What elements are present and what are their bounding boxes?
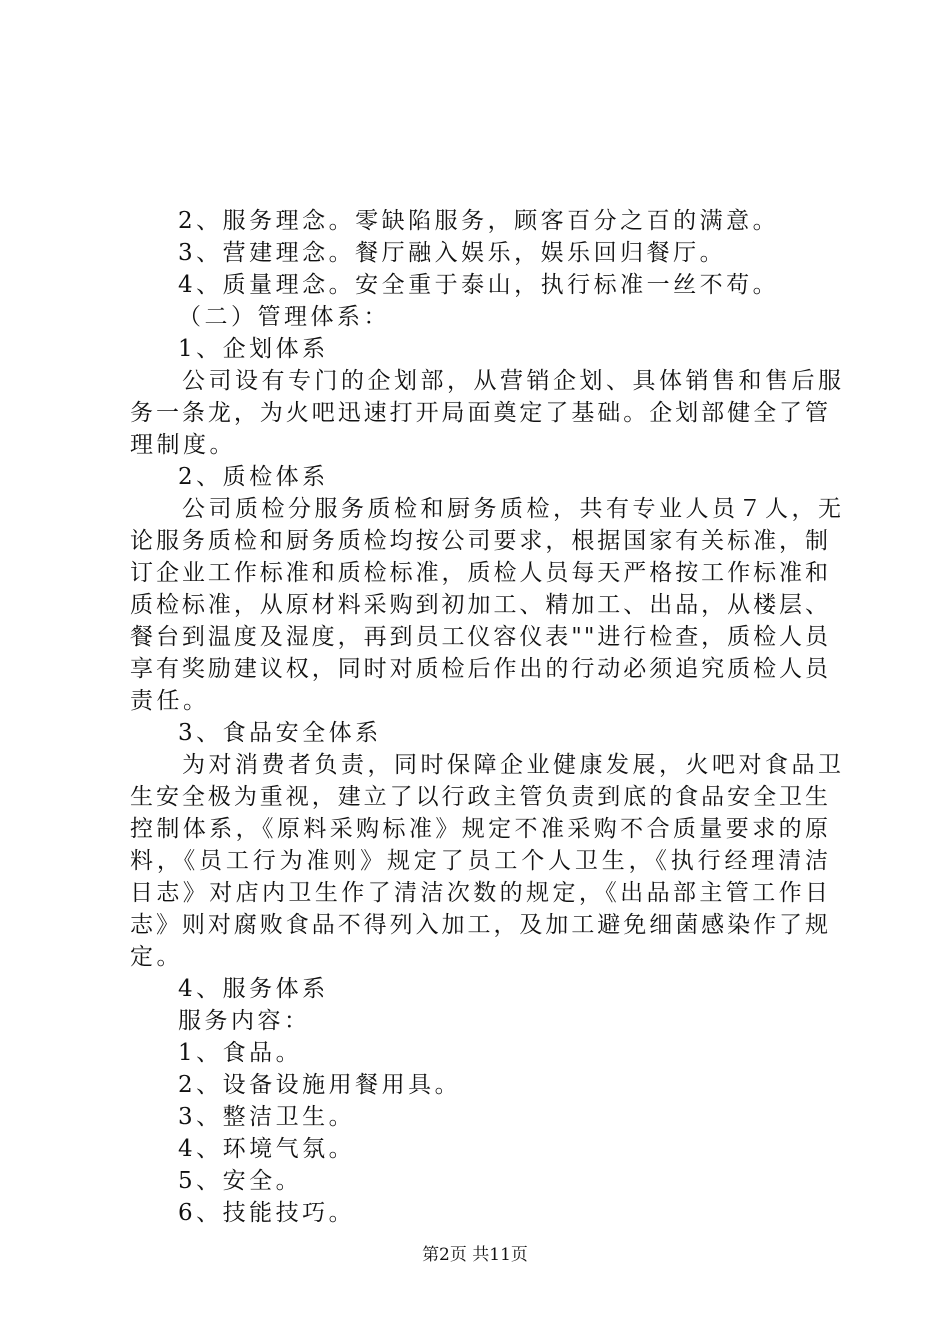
list-item: 3、整洁卫生。 (178, 1104, 356, 1130)
paragraph-line: 生安全极为重视，建立了以行政主管负责到底的食品安全卫生 (130, 784, 830, 810)
paragraph-line: 公司质检分服务质检和厨务质检，共有专业人员７人，无 (182, 496, 845, 522)
paragraph-construction-concept: 3、营建理念。餐厅融入娱乐，娱乐回归餐厅。 (178, 240, 727, 266)
paragraph-line: 责任。 (130, 688, 210, 714)
paragraph-line: 理制度。 (130, 432, 236, 458)
paragraph-line: 享有奖励建议权，同时对质检后作出的行动必须追究质检人员 (130, 656, 830, 682)
list-item: 2、设备设施用餐用具。 (178, 1072, 462, 1098)
paragraph-line: 务一条龙，为火吧迅速打开局面奠定了基础。企划部健全了管 (130, 400, 830, 426)
paragraph-line: 定。 (130, 944, 183, 970)
heading-planning-system: 1、企划体系 (178, 336, 329, 362)
paragraph-line: 公司设有专门的企划部，从营销企划、具体销售和售后服 (182, 368, 845, 394)
paragraph-line: 质检标准，从原材料采购到初加工、精加工、出品，从楼层、 (130, 592, 830, 618)
heading-service-content: 服务内容： (178, 1008, 311, 1034)
paragraph-line: 志》则对腐败食品不得列入加工，及加工避免细菌感染作了规 (130, 912, 830, 938)
page-number-footer: 第2页 共11页 (422, 1245, 528, 1265)
list-item: 1、食品。 (178, 1040, 303, 1066)
paragraph-line: 日志》对店内卫生作了清洁次数的规定，《出品部主管工作日 (130, 880, 830, 906)
heading-service-system: 4、服务体系 (178, 976, 329, 1002)
heading-quality-inspection-system: 2、质检体系 (178, 464, 329, 490)
section-heading-management-system: （二）管理体系： (178, 304, 390, 330)
paragraph-quality-concept: 4、质量理念。安全重于泰山，执行标准一丝不苟。 (178, 272, 780, 298)
paragraph-line: 论服务质检和厨务质检均按公司要求，根据国家有关标准，制 (130, 528, 830, 554)
list-item: 6、技能技巧。 (178, 1200, 356, 1226)
list-item: 5、安全。 (178, 1168, 303, 1194)
heading-food-safety-system: 3、食品安全体系 (178, 720, 382, 746)
paragraph-line: 料，《员工行为准则》规定了员工个人卫生，《执行经理清洁 (130, 848, 830, 874)
paragraph-line: 订企业工作标准和质检标准，质检人员每天严格按工作标准和 (130, 560, 830, 586)
paragraph-line: 为对消费者负责，同时保障企业健康发展，火吧对食品卫 (182, 752, 845, 778)
paragraph-service-concept: 2、服务理念。零缺陷服务，顾客百分之百的满意。 (178, 208, 780, 234)
paragraph-line: 控制体系，《原料采购标准》规定不准采购不合质量要求的原 (130, 816, 830, 842)
list-item: 4、环境气氛。 (178, 1136, 356, 1162)
paragraph-line: 餐台到温度及湿度，再到员工仪容仪表""进行检查，质检人员 (130, 624, 830, 650)
